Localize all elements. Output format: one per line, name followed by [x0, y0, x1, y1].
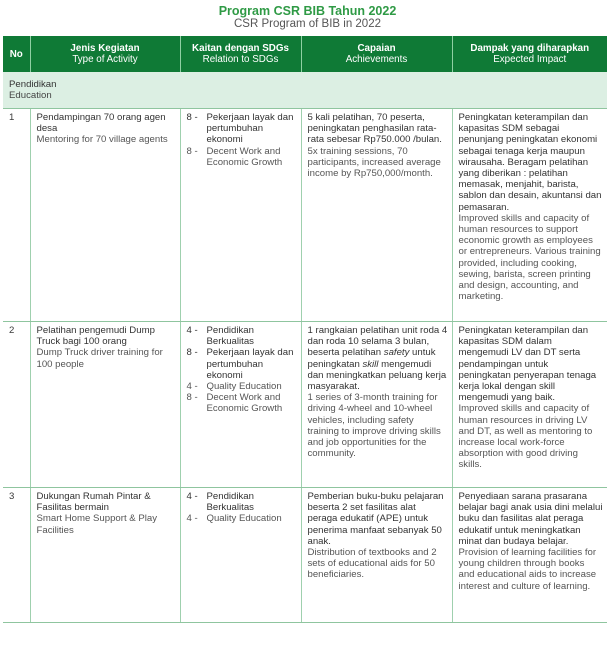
sdg-item: 8 - Decent Work and Economic Growth	[186, 145, 283, 168]
row-number: 3	[3, 488, 30, 623]
row-number: 1	[3, 109, 30, 322]
table-header-row	[3, 36, 607, 72]
sdg-item: 8 - Pekerjaan layak dan pertumbuhan ekonomi	[186, 112, 294, 146]
table-row	[3, 322, 607, 488]
section-row-education	[3, 72, 607, 109]
column-header-impact: Dampak yang diharapkan Expected Impact	[452, 36, 607, 72]
sdgs-cell	[180, 109, 301, 322]
impact-cell: Peningkatan keterampilan dan kapasitas SDM sebagai penunjang peningkatan ekonomi sebagai tenaga kerja maupun wirausaha. Beragam pelatihan yang diberikan : pelatihan memasak, menjahit, barista, sablon dan desain, akuntansi dan pemasaran. Improved skills and capacity of human resources to support economic growth as employees or entrepreneurs. Various training provided, including cooking, sewing, barista, screen printing and design, accounting, and marketing.	[452, 109, 607, 322]
sdgs-cell	[180, 322, 301, 488]
impact-cell: Peningkatan keterampilan dan kapasitas SDM dalam mengemudi LV dan DT serta pendampingan untuk peningkatan penyerapan tenaga kerja lokal dengan skill mengemudi yang baik. Improved skills and capacity of human resources in driving LV and DT, as well as mentoring to increase local work-force absorption with good driving skills.	[452, 322, 607, 488]
activity-cell: Dukungan Rumah Pintar & Fasilitas bermain Smart Home Support & Play Facilities	[30, 488, 180, 623]
row-number: 2	[3, 322, 30, 488]
csr-program-table	[3, 36, 607, 623]
achievements-cell: Pemberian buku-buku pelajaran beserta 2 set fasilitas alat peraga edukatif (APE) untuk penerima manfaat sebanyak 50 anak. Distribution of textbooks and 2 sets of educational aids for 50 beneficiaries.	[301, 488, 452, 623]
sdg-item: 4 - Pendidikan Berkualitas	[186, 491, 254, 514]
activity-cell: Pelatihan pengemudi Dump Truck bagi 100 orang Dump Truck driver training for 100 people	[30, 322, 180, 488]
achievements-cell: 1 rangkaian pelatihan unit roda 4 dan roda 10 selama 3 bulan, beserta pelatihan safety untuk peningkatan skill mengemudi dan meningkatkan peluang kerja masyarakat. 1 series of 3-month training for driving 4-wheel and 10-wheel vehicles, including safety training to improve driving skills and job opportunities for the community.	[301, 322, 452, 488]
sdg-item: 4 - Pendidikan Berkualitas	[186, 325, 254, 348]
page-subtitle: CSR Program of BIB in 2022	[233, 18, 381, 30]
column-header-no: No	[3, 36, 30, 72]
sdgs-cell	[180, 488, 301, 623]
sdg-item: 8 - Pekerjaan layak dan pertumbuhan ekonomi	[186, 347, 294, 381]
impact-cell: Penyediaan sarana prasarana belajar bagi anak usia dini melalui buku dan fasilitas alat peraga edukatif untuk meningkatkan minat dan budaya belajar. Provision of learning facilities for young children through books and educational aids to increase interest and culture of learning.	[452, 488, 607, 623]
sdg-item: 4 - Quality Education	[186, 381, 282, 393]
table-row	[3, 488, 607, 623]
section-label: Pendidikan Education	[3, 72, 607, 109]
column-header-achievements: Capaian Achievements	[301, 36, 452, 72]
sdg-item: 4 - Quality Education	[186, 513, 282, 525]
column-header-activity: Jenis Kegiatan Type of Activity	[30, 36, 180, 72]
sdg-item: 8 - Decent Work and Economic Growth	[186, 392, 283, 415]
activity-cell: Pendampingan 70 orang agen desa Mentoring for 70 village agents	[30, 109, 180, 322]
page-title: Program CSR BIB Tahun 2022	[218, 4, 397, 18]
column-header-sdgs: Kaitan dengan SDGs Relation to SDGs	[180, 36, 301, 72]
table-row	[3, 109, 607, 322]
achievements-cell: 5 kali pelatihan, 70 peserta, peningkatan penghasilan rata-rata sebesar Rp750.000 /bulan. 5x training sessions, 70 participants, increased average income by Rp750,000/month.	[301, 109, 452, 322]
